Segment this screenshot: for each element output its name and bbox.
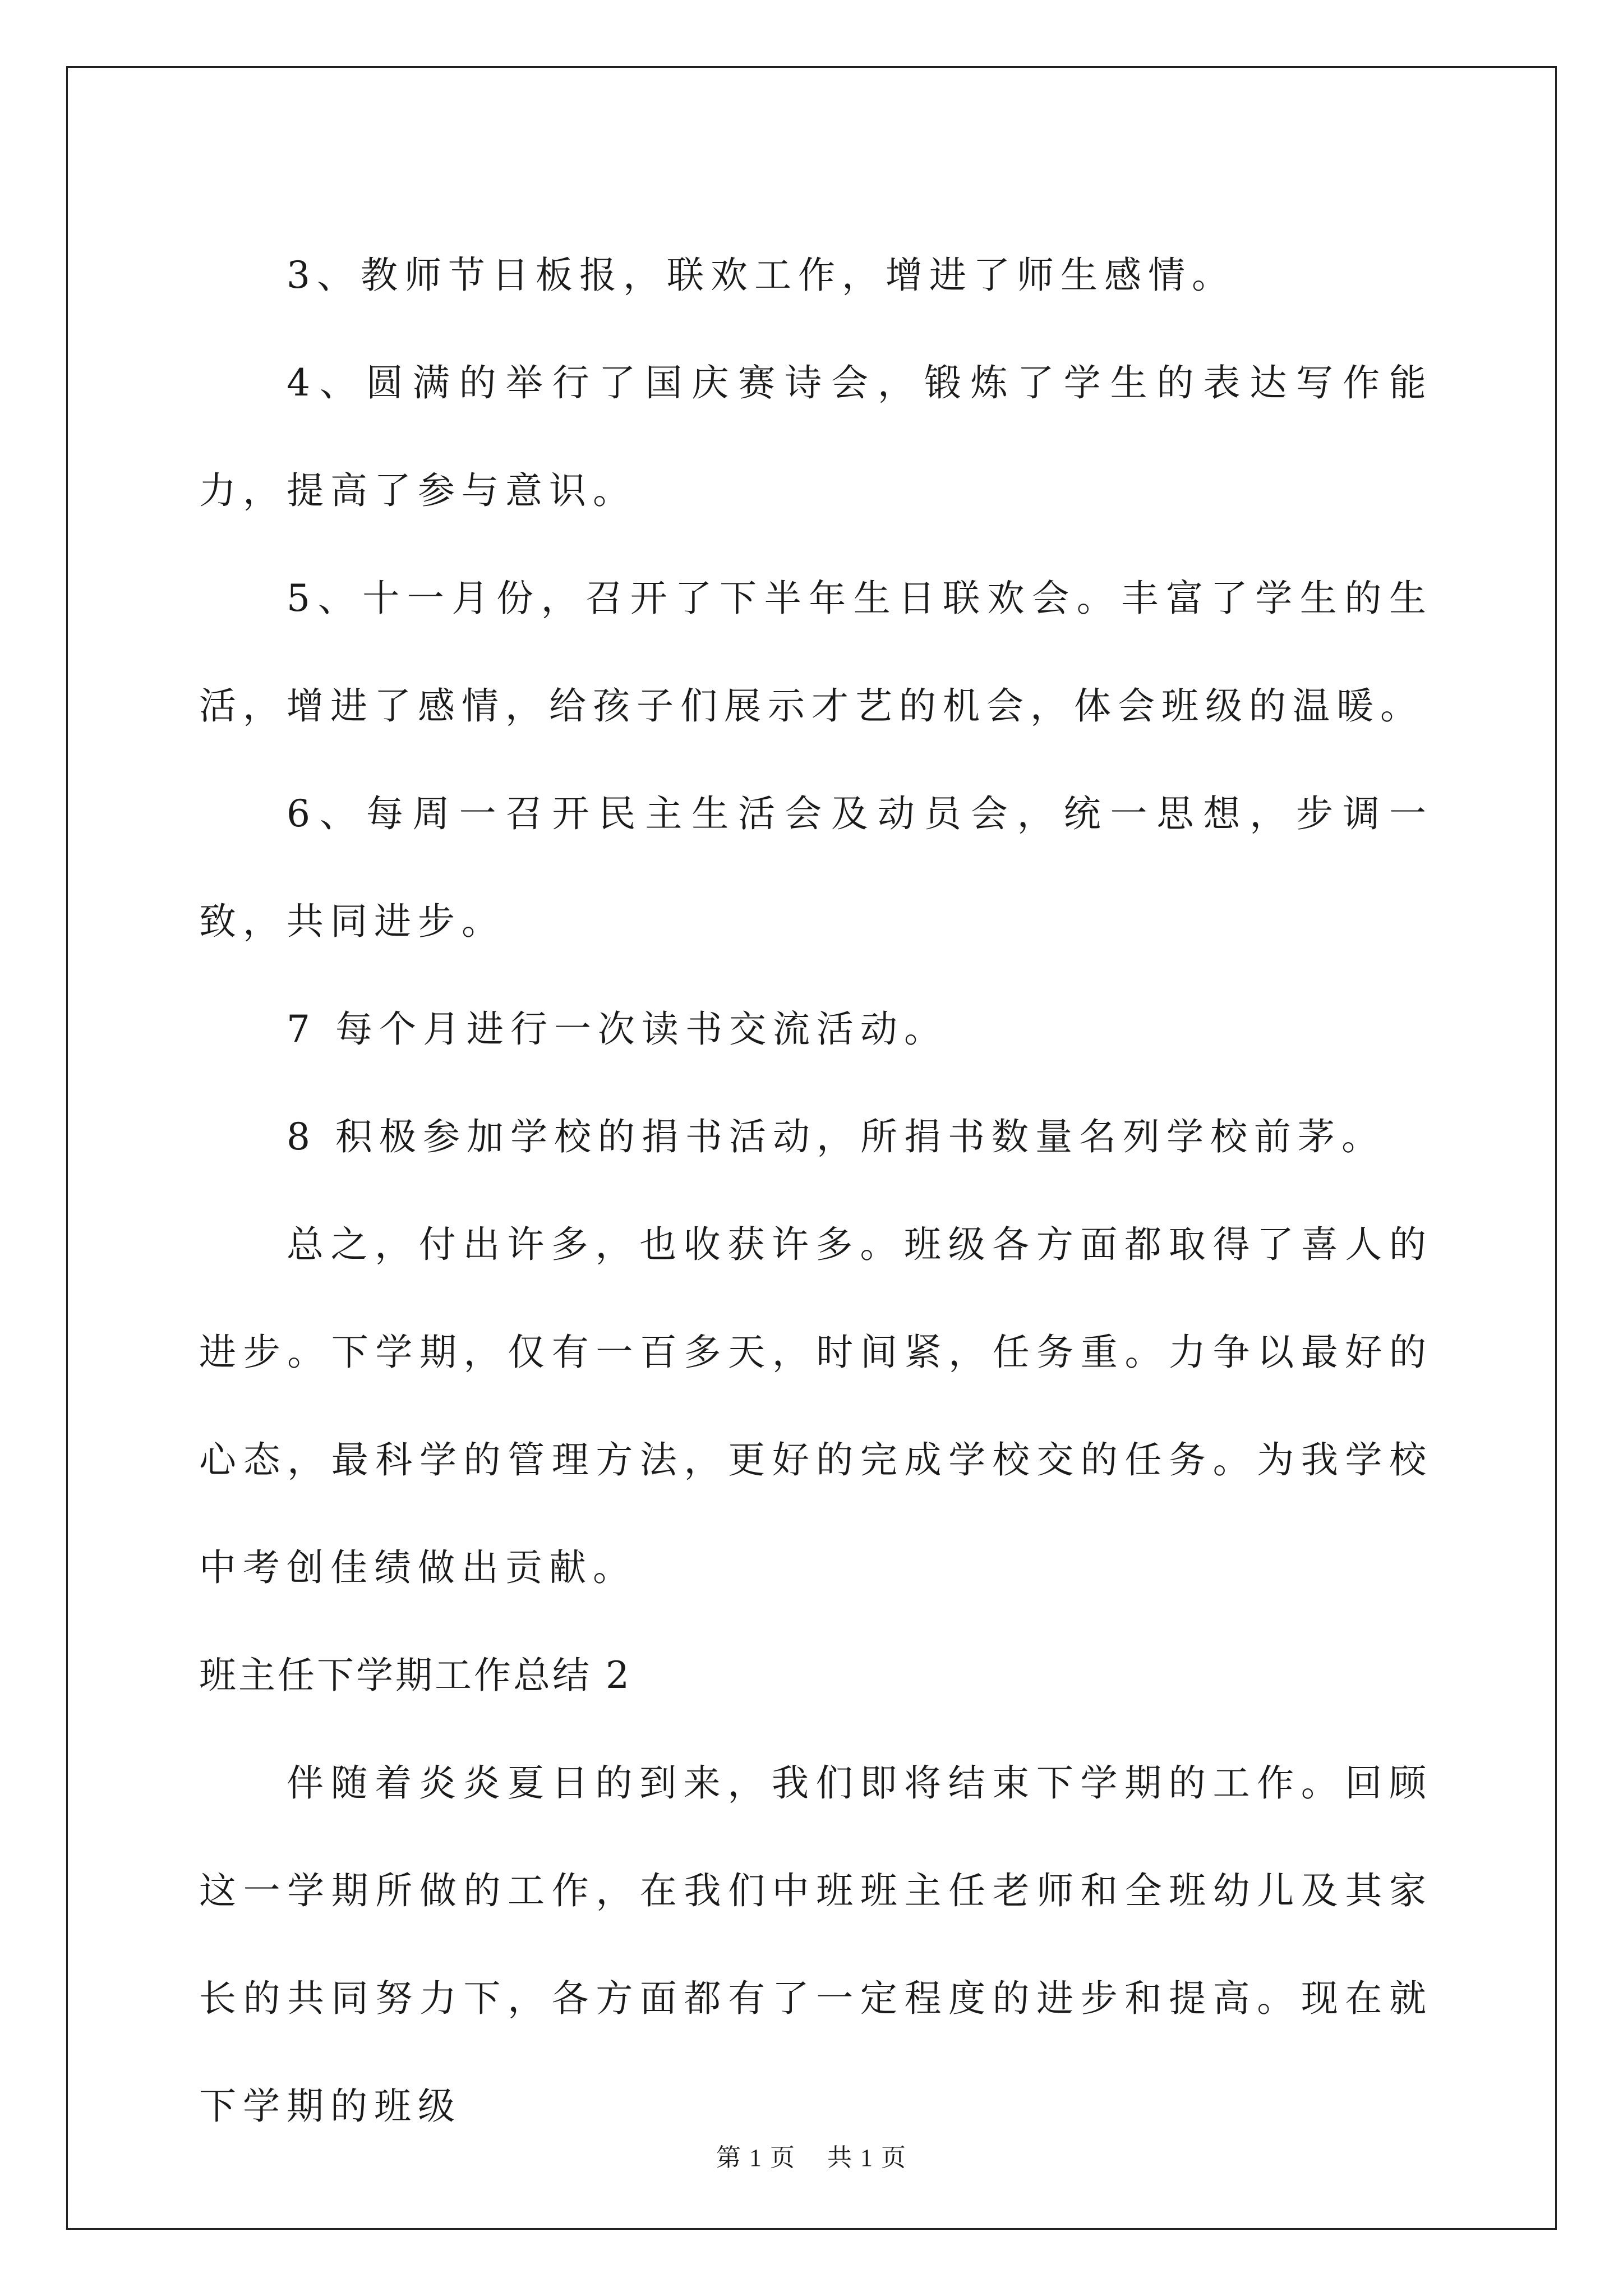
section-heading: 班主任下学期工作总结 2	[199, 1654, 631, 1697]
page-number: 第 1 页	[716, 2144, 796, 2171]
paragraph-item-5: 5、十一月份，召开了下半年生日联欢会。丰富了学生的生活，增进了感情，给孩子们展示才艺的机会，体会班级的温暖。	[199, 577, 1433, 728]
page-total: 共 1 页	[827, 2144, 907, 2171]
paragraph-item-3: 3、教师节日板报，联欢工作，增进了师生感情。	[287, 254, 1235, 297]
document-body	[199, 222, 1433, 2160]
paragraph-item-7: 7 每个月进行一次读书交流活动。	[287, 1007, 948, 1051]
paragraph-item-8: 8 积极参加学校的捐书活动，所捐书数量名列学校前茅。	[287, 1115, 1385, 1158]
paragraph-summary: 总之，付出许多，也收获许多。班级各方面都取得了喜人的进步。下学期，仅有一百多天，时间紧，任务重。力争以最好的心态，最科学的管理方法，更好的完成学校交的任务。为我学校中考创佳绩做出贡献。	[199, 1223, 1433, 1589]
paragraph-item-4: 4、圆满的举行了国庆赛诗会，锻炼了学生的表达写作能力，提高了参与意识。	[199, 361, 1433, 512]
section-paragraph: 伴随着炎炎夏日的到来，我们即将结束下学期的工作。回顾这一学期所做的工作，在我们中班班主任老师和全班幼儿及其家长的共同努力下，各方面都有了一定程度的进步和提高。现在就下学期的班级	[199, 1761, 1433, 2128]
page-footer	[0, 2137, 1623, 2173]
paragraph-item-6: 6、每周一召开民主生活会及动员会，统一思想，步调一致，共同进步。	[199, 792, 1433, 943]
